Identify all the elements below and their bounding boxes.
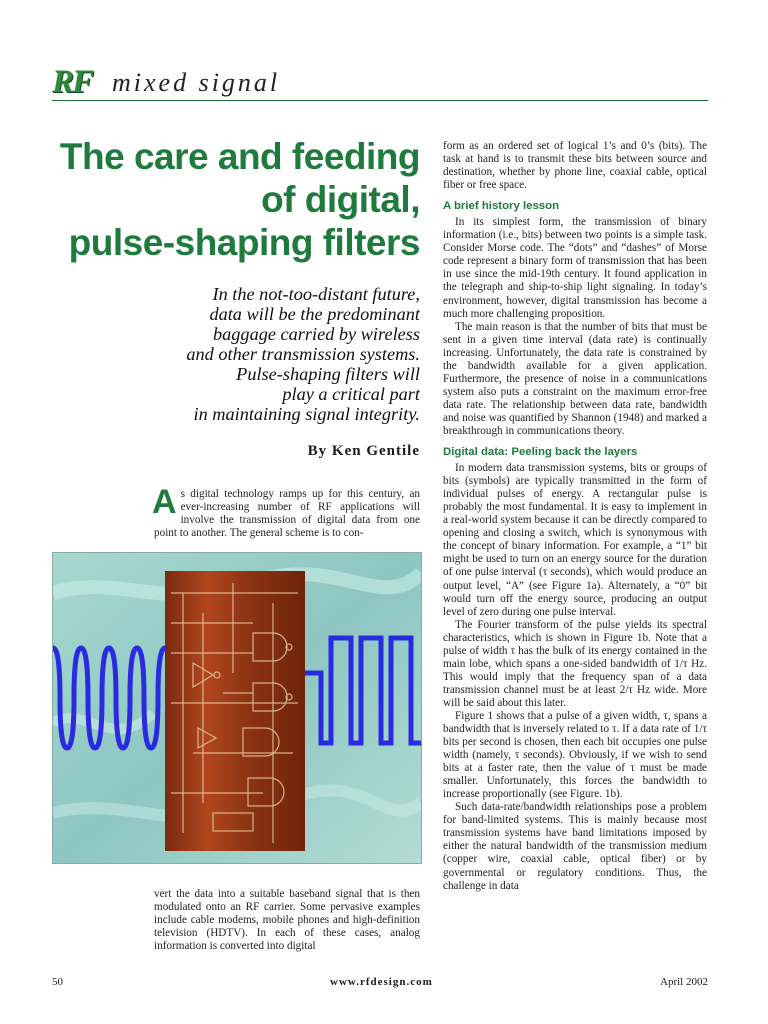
circuit-board-illustration [53,553,421,863]
column1-top-body: s digital technology ramps up for this century, an ever-increasing number of RF applications will involve the transmission of digital data from one point to another. The general scheme is to con- [154,488,420,540]
article-title: The care and feeding of digital, pulse-shaping filters [59,136,420,263]
byline: By Ken Gentile [307,443,420,459]
website-url[interactable]: www.rfdesign.com [330,976,433,988]
column1-top-text [152,483,420,540]
column2-text [443,140,707,893]
paragraph: In its simplest form, the transmission of binary information (i.e., bits) between two points is a simple task. Consider Morse code. The “dots” and “dashes” of Morse code represent a binary form of transmission that has been in use since the mid-19th century. It found application in the telegraph and ship-to-ship light signaling. In today’s environment, however, digital transmission has become a much more challenging proposition. [443,216,707,320]
article-deck: In the not-too-distant future, data will be the predominant baggage carried by wireless and other transmission systems. Pulse-shaping filters will play a critical part in maintaining signal integrity. [186,284,420,424]
column1-bottom-text: vert the data into a suitable baseband signal that is then modulated onto an RF carrier. Some pervasive examples include cable modems, mobile phones and high-definition television (HDTV). In each of these cases, analog information is converted into digital [154,888,420,953]
subhead-history: A brief history lesson [443,200,560,213]
paragraph: form as an ordered set of logical 1’s and 0’s (bits). The task at hand is to transmit these bits between source and destination, whether by phone line, coaxial cable, optical fiber or free space. [443,140,707,192]
page-number: 50 [52,976,63,988]
issue-date: April 2002 [660,976,708,988]
subhead-digital-data: Digital data: Peeling back the layers [443,446,638,459]
paragraph: The Fourier transform of the pulse yields its spectral characteristics, which is shown in Figure 1b. Note that a pulse of width τ has the bulk of its energy contained in the main lobe, which spans a one-sided bandwidth of 1/τ Hz. This would imply that the frequency span of a data transmission channel must be at least 2/τ Hz wide. More will be said about this later. [443,618,707,709]
paragraph: In modern data transmission systems, bits or groups of bits (symbols) are typically transmitted in the form of individual pulses of energy. A rectangular pulse is probably the most fundamental. It is easy to implement in a real-world system because it can be directly compared to opening and closing a switch, which is synonymous with the concept of binary information. For example, a “1” bit might be used to turn on an energy source for the duration of one pulse interval (τ seconds), which would produce an output level, “A” (see Figure 1a). Alternately, a “0” bit would turn off the energy source, producing an output level of zero during one pulse interval. [443,462,707,618]
rf-logo: RF [52,64,93,100]
section-label: mixed signal [112,68,281,97]
paragraph: The main reason is that the number of bits that must be sent in a given time interval (data rate) is continually increasing. Unfortunately, the data rate is constrained by the bandwidth available for a given application. Furthermore, the presence of noise in a communications system also puts a constraint on the maximum error-free data rate. The relationship between data rate, bandwidth and noise was quantified by Shannon (1948) and marked a breakthrough in communications theory. [443,320,707,437]
illustration-figure [52,552,422,864]
drop-cap: A [152,483,177,521]
paragraph: Such data-rate/bandwidth relationships pose a problem for band-limited systems. This is mainly because most transmission systems have band limitations imposed by either the natural bandwidth of the transmission medium (copper wire, coaxial cable, optical fiber) or by governmental or regulatory conditions. Thus, the challenge in data [443,801,707,892]
section-header [52,62,708,101]
paragraph: Figure 1 shows that a pulse of a given width, τ, spans a bandwidth that is inversely related to τ. If a data rate of 1/τ bits per second is chosen, then each bit occupies one pulse width (namely, τ seconds). Obviously, if we wish to send bits at a faster rate, then the value of τ must be made smaller. Unfortunately, this forces the bandwidth to increase proportionally (see Figure. 1b). [443,709,707,801]
